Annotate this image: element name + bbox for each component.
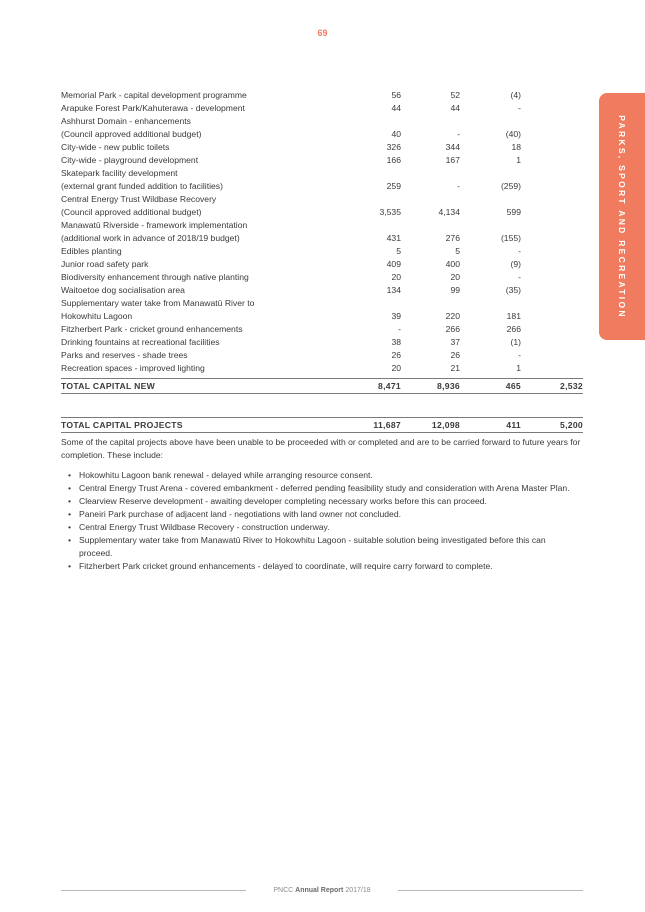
table-row (61, 310, 583, 323)
row-value: 3,535 (379, 207, 401, 217)
table-row (61, 206, 583, 219)
section-side-tab (599, 93, 645, 340)
row-value: 56 (391, 90, 401, 100)
table-row (61, 115, 583, 128)
row-label: Manawatū Riverside - framework implementation (61, 220, 248, 230)
row-label: Central Energy Trust Wildbase Recovery (61, 194, 217, 204)
row-value: 39 (391, 311, 401, 321)
table-row (61, 271, 583, 284)
row-value: 20 (391, 363, 401, 373)
row-value: 26 (450, 350, 460, 360)
table-row (61, 349, 583, 362)
row-label: City-wide - new public toilets (61, 142, 170, 152)
row-value: 4,134 (438, 207, 460, 217)
row-value: 220 (445, 311, 460, 321)
table-row (61, 323, 583, 336)
list-item: • Central Energy Trust Wildbase Recovery - construction underway. (68, 521, 578, 534)
row-value: 44 (450, 103, 460, 113)
row-value: 166 (386, 155, 401, 165)
row-label: (Council approved additional budget) (61, 129, 202, 139)
total-capital-projects-row (61, 417, 583, 433)
section-side-tab-label: PARKS, SPORT AND RECREATION (617, 114, 627, 319)
total-row-value: 8,471 (377, 381, 401, 391)
total-row-value: 5,200 (559, 420, 583, 430)
list-item: • Paneiri Park purchase of adjacent land - negotiations with land owner not concluded. (68, 508, 578, 521)
row-value: 44 (391, 103, 401, 113)
row-label: City-wide - playground development (61, 155, 199, 165)
row-value: 40 (391, 129, 401, 139)
row-value: 5 (396, 246, 401, 256)
row-label: (external grant funded addition to facilities) (61, 181, 223, 191)
list-item: • Central Energy Trust Arena - covered embankment - deferred pending feasibility study and consideration with Arena Master Plan. (68, 482, 578, 495)
row-value: 1 (516, 363, 521, 373)
list-item: • Clearview Reserve development - awaiting developer completing necessary works before this can proceed. (68, 495, 578, 508)
table-row (61, 297, 583, 310)
table-row (61, 193, 583, 206)
total-row-label: TOTAL CAPITAL NEW (61, 381, 156, 391)
row-value: 26 (391, 350, 401, 360)
row-value: 167 (445, 155, 460, 165)
row-value: 20 (450, 272, 460, 282)
footer-title: Annual Report (295, 887, 344, 894)
row-value: - (518, 246, 521, 256)
row-value: (9) (510, 259, 521, 269)
row-value: 20 (391, 272, 401, 282)
table-row (61, 362, 583, 375)
table-row (61, 128, 583, 141)
row-label: Recreation spaces - improved lighting (61, 363, 205, 373)
row-label: Supplementary water take from Manawatū River to (61, 298, 255, 308)
footer-text (61, 885, 583, 897)
row-value: 276 (445, 233, 460, 243)
row-value: 326 (386, 142, 401, 152)
table-row (61, 141, 583, 154)
row-label: Junior road safety park (61, 259, 149, 269)
row-label: Hokowhitu Lagoon (61, 311, 133, 321)
row-value: 400 (445, 259, 460, 269)
row-value: 259 (386, 181, 401, 191)
carry-forward-list (68, 469, 578, 573)
table-row (61, 258, 583, 271)
row-value: 134 (386, 285, 401, 295)
row-value: (155) (500, 233, 521, 243)
row-label: Arapuke Forest Park/Kahuterawa - development (61, 103, 245, 113)
table-rows (61, 89, 583, 375)
table-row (61, 336, 583, 349)
row-value: - (398, 324, 401, 334)
list-item: • Fitzherbert Park cricket ground enhancements - delayed to coordinate, will require carry forward to complete. (68, 560, 578, 573)
total-row-value: 465 (505, 381, 521, 391)
row-value: - (518, 350, 521, 360)
row-value: (1) (510, 337, 521, 347)
row-label: Waitoetoe dog socialisation area (61, 285, 185, 295)
table-row (61, 167, 583, 180)
row-label: Memorial Park - capital development programme (61, 90, 247, 100)
total-row-label: TOTAL CAPITAL PROJECTS (61, 420, 183, 430)
table-row (61, 284, 583, 297)
list-item: • Hokowhitu Lagoon bank renewal - delayed while arranging resource consent. (68, 469, 578, 482)
row-value: 266 (506, 324, 521, 334)
row-value: 266 (445, 324, 460, 334)
page-number: 69 (317, 28, 328, 38)
total-row-value: 8,936 (436, 381, 460, 391)
row-label: Fitzherbert Park - cricket ground enhancements (61, 324, 243, 334)
row-value: 1 (516, 155, 521, 165)
row-value: (259) (500, 181, 521, 191)
row-value: 181 (506, 311, 521, 321)
row-value: (40) (505, 129, 521, 139)
row-label: Parks and reserves - shade trees (61, 350, 188, 360)
row-value: 431 (386, 233, 401, 243)
list-item: • Supplementary water take from Manawatū River to Hokowhitu Lagoon - suitable solution being investigated before this can proceed. (68, 534, 578, 560)
row-label: Drinking fountains at recreational facilities (61, 337, 220, 347)
row-value: 409 (386, 259, 401, 269)
total-row-value: 411 (506, 420, 521, 430)
row-label: (Council approved additional budget) (61, 207, 202, 217)
page-footer (61, 885, 583, 897)
table-row (61, 219, 583, 232)
row-label: Skatepark facility development (61, 168, 178, 178)
table-row (61, 102, 583, 115)
capital-projects-table (61, 89, 583, 433)
table-row (61, 154, 583, 167)
row-value: 21 (450, 363, 460, 373)
row-value: 344 (445, 142, 460, 152)
total-row-value: 11,687 (373, 420, 401, 430)
total-row-value: 2,532 (559, 381, 583, 391)
table-row (61, 245, 583, 258)
row-label: Edibles planting (61, 246, 122, 256)
table-row (61, 232, 583, 245)
footer-org: PNCC (273, 887, 294, 894)
row-label: (additional work in advance of 2018/19 budget) (61, 233, 240, 243)
row-value: - (457, 181, 460, 191)
table-row (61, 89, 583, 102)
row-value: 52 (450, 90, 460, 100)
row-value: 99 (450, 285, 460, 295)
row-value: - (457, 129, 460, 139)
row-value: 37 (450, 337, 460, 347)
row-value: 18 (511, 142, 521, 152)
table-row (61, 180, 583, 193)
row-value: - (518, 103, 521, 113)
total-row-value: 12,098 (431, 420, 460, 430)
row-value: (4) (510, 90, 521, 100)
row-value: - (518, 272, 521, 282)
total-capital-new-row (61, 378, 583, 394)
row-label: Ashhurst Domain - enhancements (61, 116, 191, 126)
footer-year: 2017/18 (345, 887, 371, 894)
row-value: (35) (505, 285, 521, 295)
row-label: Biodiversity enhancement through native planting (61, 272, 249, 282)
carry-forward-intro: Some of the capital projects above have been unable to be proceeded with or completed and are to be carried forward to future years for completion. These include: (61, 437, 581, 460)
row-value: 38 (391, 337, 401, 347)
row-value: 5 (455, 246, 460, 256)
row-value: 599 (506, 207, 521, 217)
